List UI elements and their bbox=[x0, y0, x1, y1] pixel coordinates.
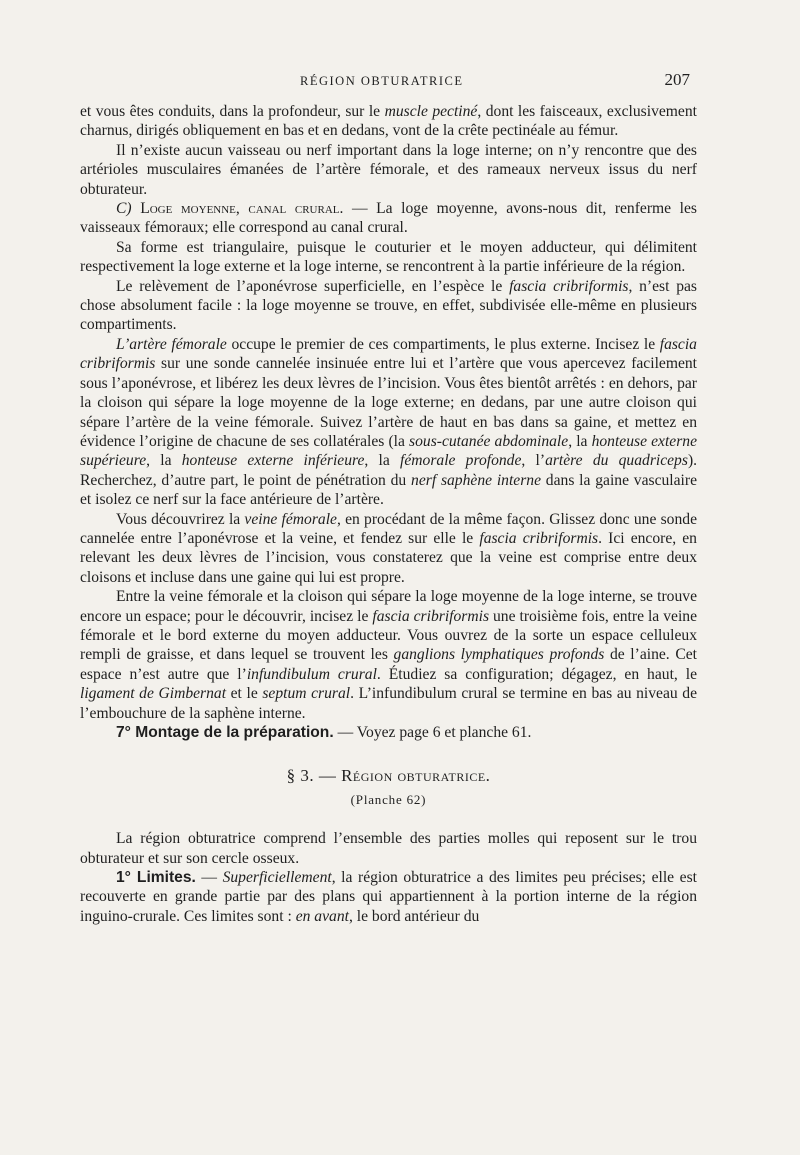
text-run: , en procédant de la même façon. Glissez donc une sonde cannelée entre l’aponévrose et la veine, et fendez sur elle le bbox=[80, 510, 697, 547]
italic-term: honteuse externe inférieure bbox=[181, 452, 365, 470]
paragraph-2: Il n’existe aucun vaisseau ou nerf important dans la loge interne; on n’y rencontre que des artérioles musculaires émanées de l’artère fémorale, et des rameaux nerveux issus du nerf obturateur. bbox=[80, 141, 697, 198]
text-run: — bbox=[195, 869, 223, 887]
text-run: occupe le premier de ces compartiments, le plus externe. Incisez le bbox=[226, 335, 660, 353]
text-run: , le bord antérieur du bbox=[348, 907, 480, 925]
italic-term: ligament de Gimbernat bbox=[80, 685, 227, 703]
text-run: Vous découvrirez la bbox=[116, 510, 245, 528]
section-subtitle: (Planche 62) bbox=[350, 791, 427, 807]
page-number: 207 bbox=[664, 70, 690, 89]
text-run: , la bbox=[568, 432, 592, 450]
subsection-letter: C) bbox=[116, 200, 132, 218]
italic-term: infundibulum crural bbox=[246, 665, 377, 683]
italic-term: fémorale profonde bbox=[400, 452, 522, 470]
text-run: dans la gaine vasculaire et isolez ce nerf sur la face antérieure de l’artère. bbox=[80, 471, 698, 509]
page-header bbox=[80, 70, 690, 92]
subsection-title: Loge moyenne, canal crural. bbox=[140, 200, 344, 218]
italic-term: veine fémorale bbox=[244, 510, 337, 528]
text-run: une troisième fois, entre la veine fémorale et le bord externe du moyen adducteur. Vous ouvrez de la sorte un espace celluleux rempli de graisse, et dans lequel se trouvent les bbox=[80, 607, 697, 664]
text-run: et vous êtes conduits, dans la profondeur, sur le bbox=[80, 103, 385, 120]
paragraph-4: Sa forme est triangulaire, puisque le couturier et le moyen adducteur, qui délimitent respectivement la loge externe et la loge interne, se rencontrent à la partie inférieure de la région. bbox=[80, 238, 697, 276]
text-run: — Voyez page 6 et planche 61. bbox=[333, 724, 532, 741]
text-run: Le relèvement de l’aponévrose superficielle, en l’espèce le bbox=[116, 277, 510, 295]
text-run: , dont les faisceaux, exclusivement charnus, dirigés obliquement en bas et en dedans, vont de la crête pectinéale au fémur. bbox=[80, 103, 697, 140]
section-title: § 3. — Région obturatrice. bbox=[286, 766, 491, 786]
paragraph-7 bbox=[80, 510, 697, 588]
paragraph-5 bbox=[80, 277, 697, 335]
numbered-heading: 1° Limites. bbox=[116, 869, 196, 887]
italic-term: en avant bbox=[295, 907, 349, 925]
paragraph-6 bbox=[80, 335, 697, 510]
italic-term: nerf saphène interne bbox=[411, 471, 542, 489]
paragraph-10: La région obturatrice comprend l’ensemble des parties molles qui reposent sur le trou obturateur et sur son cercle osseux. bbox=[80, 830, 697, 867]
text-run: . Ici encore, en relevant les deux lèvres de l’incision, vous constaterez que la veine est comprise entre deux cloisons et incluse dans une gaine qui lui est propre. bbox=[80, 529, 697, 586]
page-body bbox=[80, 102, 697, 926]
italic-term: Superficiellement bbox=[222, 869, 332, 887]
text-run: et le bbox=[226, 685, 263, 703]
italic-term: fascia cribriformis bbox=[479, 529, 599, 547]
italic-term: honteuse externe supérieure bbox=[80, 432, 698, 470]
text-run: , n’est pas chose absolument facile : la loge moyenne se trouve, en effet, subdivisée elle-même en plusieurs compartiments. bbox=[80, 277, 697, 334]
text-run: sur une sonde cannelée insinuée entre lui et l’artère que vous apercevez facilement sous l’aponévrose, et libérez les deux lèvres de l’incision. Vous êtes bientôt arrêtés : en dehors, par la cloison qui sépare la loge moyenne de la loge externe; en dedans, par une autre cloison qui sépare l’artère de la veine fémorale. Suivez l’artère de haut en bas dans sa gaine, et mettez en évidence l’origine de chacune de ses collatérales (la bbox=[80, 355, 697, 450]
text-run: . Étudiez sa configuration; dégagez, en haut, le bbox=[376, 665, 697, 683]
text-run: . L’infundibulum crural se termine en bas au niveau de l’embouchure de la saphène interne. bbox=[80, 685, 698, 722]
running-title: RÉGION OBTURATRICE bbox=[300, 74, 464, 88]
text-run: , la bbox=[146, 452, 182, 470]
text-run: , l’ bbox=[521, 452, 546, 470]
italic-term: artère du quadriceps bbox=[545, 452, 688, 470]
paragraph-1 bbox=[80, 102, 697, 141]
text-run: , la bbox=[364, 452, 401, 470]
italic-term: fascia cribriformis bbox=[509, 277, 629, 295]
text-run: ). Recherchez, d’autre part, le point de pénétration du bbox=[80, 452, 698, 489]
italic-term: fascia cribriformis bbox=[372, 607, 490, 625]
italic-term: ganglions lymphatiques profonds bbox=[393, 646, 605, 664]
paragraph-8 bbox=[80, 587, 697, 723]
paragraph-3 bbox=[80, 199, 697, 238]
paragraph-11 bbox=[80, 868, 697, 926]
text-run: Entre la veine fémorale et la cloison qui sépare la loge moyenne de la loge interne, se trouve encore un espace; pour le découvrir, incisez le bbox=[80, 588, 697, 625]
italic-term: L’artère fémorale bbox=[116, 335, 227, 353]
italic-term: septum crural bbox=[262, 685, 351, 703]
text-run: , la région obturatrice a des limites peu précises; elle est recouverte en grande partie par des plans qui appartiennent à la portion interne de la région inguino-crurale. Ces limites sont : bbox=[80, 869, 697, 925]
italic-term: muscle pectiné bbox=[384, 103, 478, 120]
text-run: de l’aine. Cet espace n’est autre que l’ bbox=[80, 646, 697, 683]
italic-term: sous-cutanée abdominale bbox=[409, 432, 569, 450]
numbered-heading: 7° Montage de la préparation. bbox=[116, 724, 334, 741]
text-run: — La loge moyenne, avons-nous dit, renferme les vaisseaux fémoraux; elle correspond au canal crural. bbox=[80, 200, 697, 237]
paragraph-9 bbox=[80, 723, 697, 742]
italic-term: fascia cribriformis bbox=[80, 335, 697, 373]
